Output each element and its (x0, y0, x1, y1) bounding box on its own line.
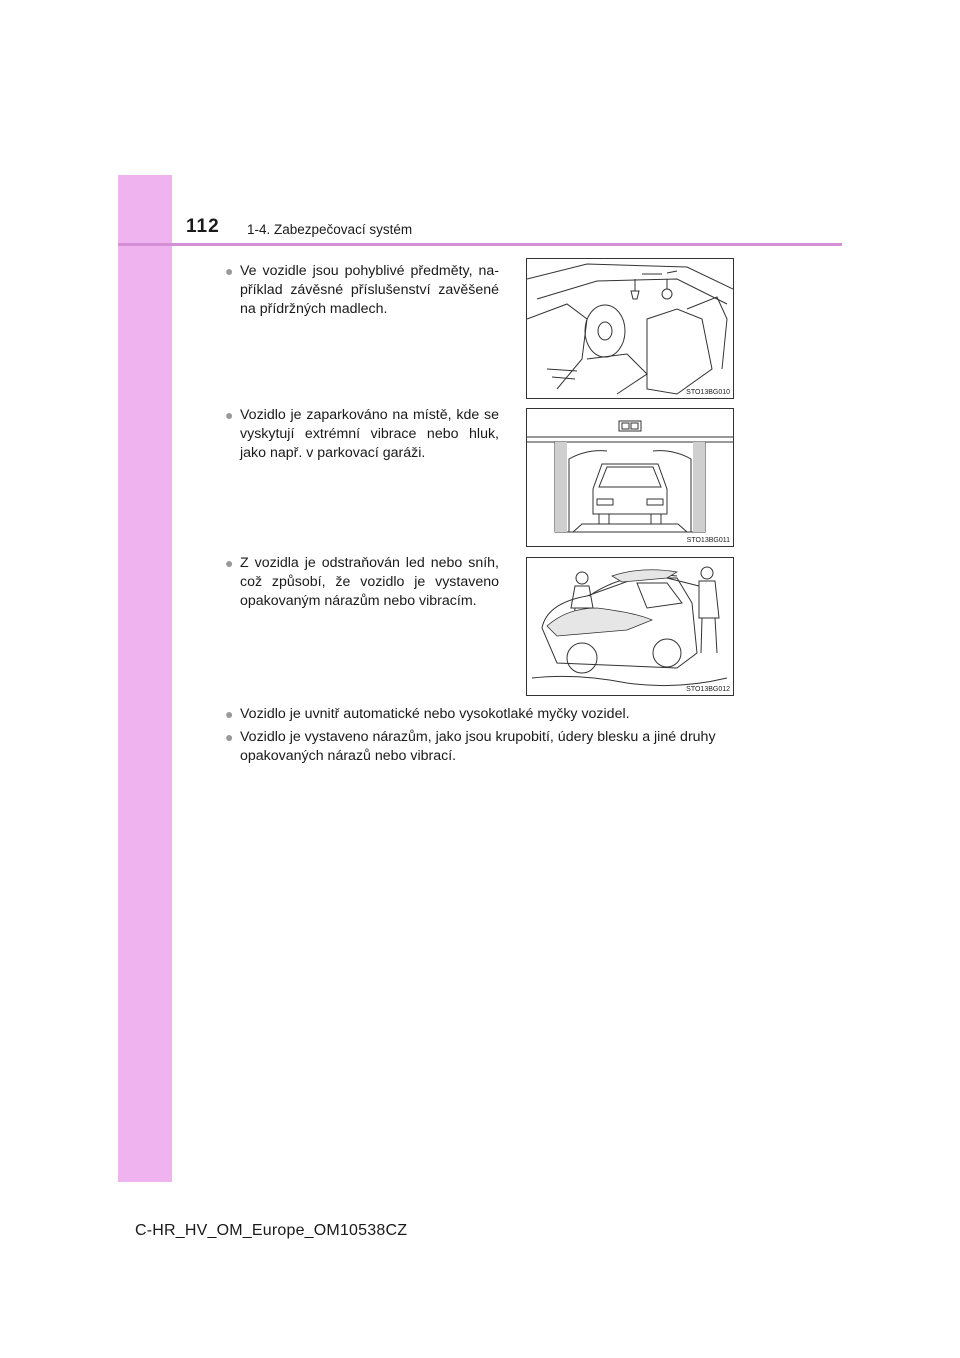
list-item (225, 554, 499, 611)
figure-code: STO13BG011 (686, 537, 730, 544)
list-item-text: Vozidlo je zaparkováno na místě, kde se vyskytují extrémní vibrace nebo hluk, jako např. v parkovací garáži. (240, 407, 499, 461)
illustration-snow-removal (526, 557, 734, 696)
header-rule (118, 243, 842, 246)
list-item (225, 728, 765, 766)
side-tab-band (118, 175, 172, 1182)
section-title: 1-4. Zabezpečovací systém (247, 222, 413, 237)
document-id-footer: C-HR_HV_OM_Europe_OM10538CZ (135, 1222, 408, 1239)
bullet-icon: ● (225, 263, 234, 279)
illustration-interior (526, 258, 734, 399)
bullet-icon: ● (225, 706, 234, 722)
bullet-icon: ● (225, 729, 234, 745)
figure-code: STO13BG012 (686, 686, 730, 693)
car-interior-icon (527, 259, 733, 398)
list-item (225, 262, 499, 319)
snow-removal-icon (527, 558, 733, 695)
list-item (225, 406, 499, 463)
list-item (225, 705, 765, 724)
bullet-icon: ● (225, 555, 234, 571)
list-item-text: Ve vozidle jsou pohyblivé předměty, na-příklad závěsné příslušenství zavěšené na přídržných madlech. (240, 263, 499, 317)
list-item-text: Z vozidla je odstraňován led nebo sníh, což způsobí, že vozidlo je vystaveno opakovaným nárazům nebo vibracím. (240, 555, 499, 609)
parking-garage-icon (527, 409, 733, 546)
illustration-garage (526, 408, 734, 547)
figure-code: STO13BG010 (686, 389, 730, 396)
page-number: 112 (186, 216, 220, 237)
bullet-icon: ● (225, 407, 234, 423)
list-item-text: Vozidlo je uvnitř automatické nebo vysokotlaké myčky vozidel. (240, 706, 630, 722)
list-item-text: Vozidlo je vystaveno nárazům, jako jsou krupobití, údery blesku a jiné druhy opakovaných nárazů nebo vibrací. (240, 729, 716, 764)
